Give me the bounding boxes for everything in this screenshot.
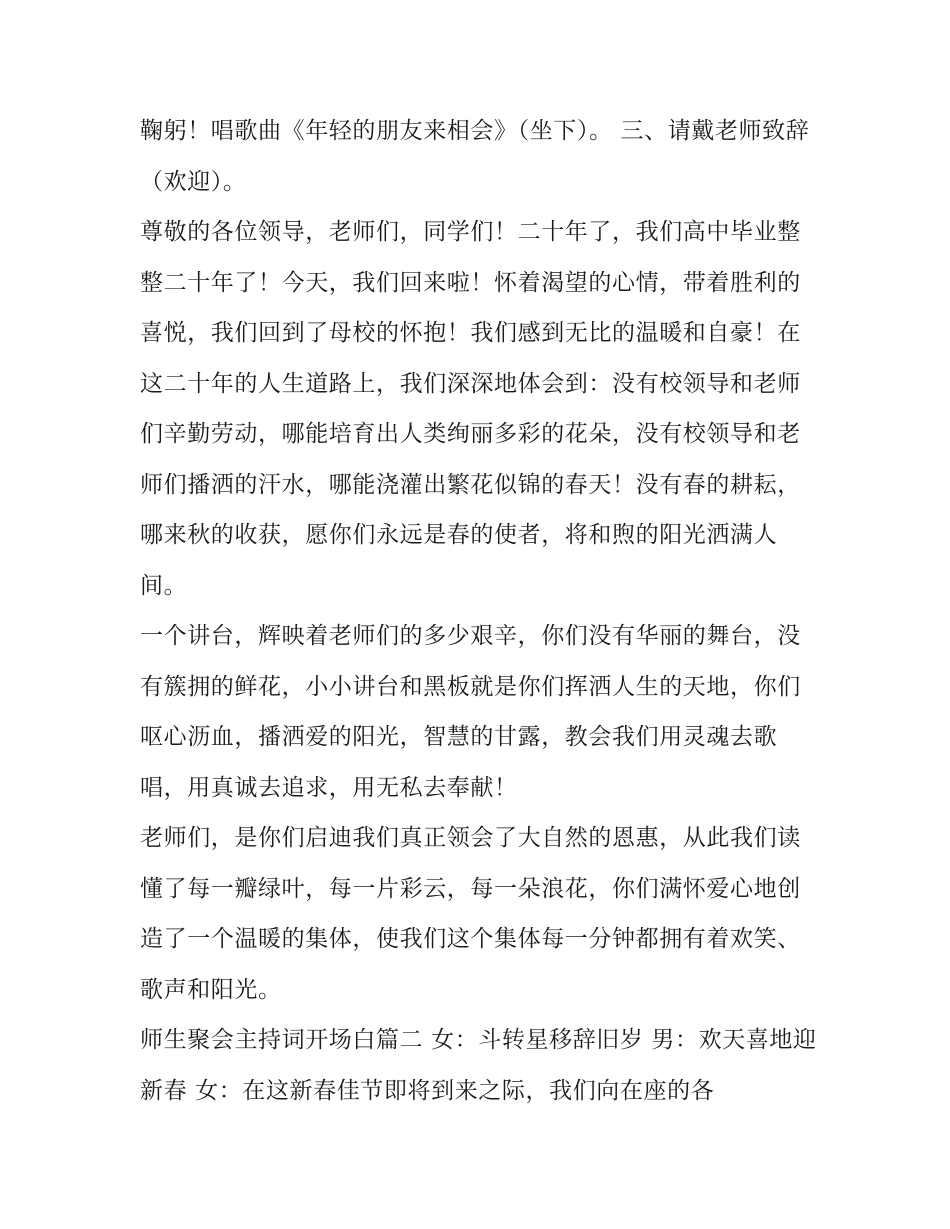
paragraph-1: 鞠躬！唱歌曲《年轻的朋友来相会》（坐下）。 三、请戴老师致辞（欢迎）。	[140, 118, 810, 195]
paragraph-4: 老师们，是你们启迪我们真正领会了大自然的恩惠，从此我们读懂了每一瓣绿叶，每一片彩云，每一朵浪花，你们满怀爱心地创造了一个温暖的集体，使我们这个集体每一分钟都拥有着欢笑、歌声和阳光。	[140, 825, 801, 1003]
paragraph-2: 尊敬的各位领导，老师们，同学们！二十年了，我们高中毕业整整二十年了！今天，我们回来啦！怀着渴望的心情，带着胜利的喜悦，我们回到了母校的怀抱！我们感到无比的温暖和自豪！在这二十年的人生道路上，我们深深地体会到：没有校领导和老师们辛勤劳动，哪能培育出人类绚丽多彩的花朵，没有校领导和老师们播洒的汗水，哪能浇灌出繁花似锦的春天！没有春的耕耘，哪来秋的收获，愿你们永远是春的使者，将和煦的阳光洒满人间。	[140, 219, 801, 599]
paragraph-3: 一个讲台，辉映着老师们的多少艰辛，你们没有华丽的舞台，没有簇拥的鲜花，小小讲台和黑板就是你们挥洒人生的天地，你们呕心沥血，播洒爱的阳光，智慧的甘露，教会我们用灵魂去歌唱，用真诚去追求，用无私去奉献！	[140, 623, 801, 801]
paragraph-5: 师生聚会主持词开场白篇二 女：斗转星移辞旧岁 男：欢天喜地迎新春 女：在这新春佳节即将到来之际，我们向在座的各	[140, 1027, 817, 1104]
document-body	[140, 106, 820, 1116]
